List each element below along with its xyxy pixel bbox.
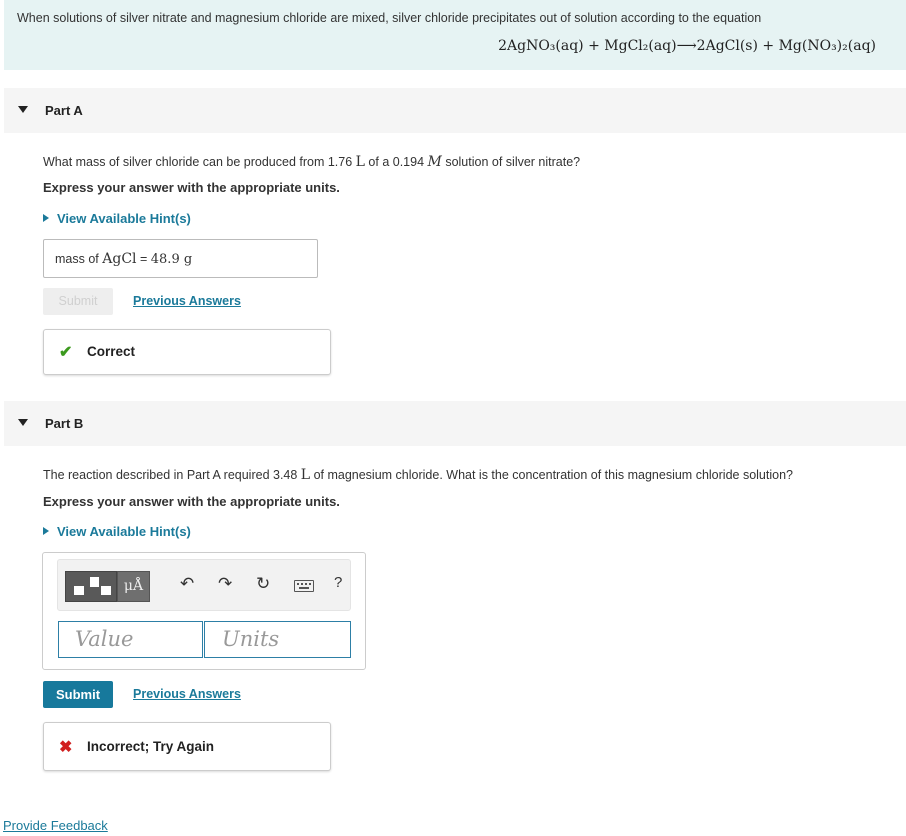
part-a-feedback (43, 329, 331, 375)
checkmark-icon: ✔ (59, 344, 73, 361)
part-a-hint-link[interactable]: View Available Hint(s) (43, 211, 191, 226)
part-a-answer-field[interactable] (43, 239, 318, 278)
problem-intro (4, 0, 906, 70)
reset-icon[interactable]: ↻ (256, 574, 271, 593)
units-input[interactable]: Units (204, 621, 351, 658)
editor-toolbar (57, 559, 351, 611)
undo-icon[interactable]: ↶ (180, 574, 195, 593)
part-b-instructions: Express your answer with the appropriate units. (43, 494, 340, 509)
provide-feedback-link[interactable]: Provide Feedback (3, 818, 108, 833)
part-b-header[interactable] (4, 401, 906, 446)
value-input[interactable]: Value (58, 621, 203, 658)
x-mark-icon: ✖ (59, 739, 73, 756)
part-b-feedback (43, 722, 331, 771)
part-b-title: Part B (45, 416, 84, 431)
intro-text: When solutions of silver nitrate and magnesium chloride are mixed, silver chloride precipitates out of solution according to the equation (17, 11, 762, 25)
answer-text: mass of AgCl = 48.9 g (55, 251, 193, 267)
templates-button[interactable] (65, 571, 117, 602)
template-icon-part (101, 586, 111, 595)
units-button[interactable]: μÅ (117, 571, 150, 602)
template-icon (74, 586, 84, 595)
caret-right-icon (43, 214, 49, 222)
reaction-equation: 2AgNO₃(aq) + MgCl₂(aq)⟶2AgCl(s) + Mg(NO₃)₂(aq) (498, 38, 876, 54)
template-icon-part (90, 577, 99, 587)
part-b-question: The reaction described in Part A required 3.48 L of magnesium chloride. What is the concentration of this magnesium chloride solution? (43, 467, 793, 483)
redo-icon[interactable]: ↷ (218, 574, 233, 593)
keyboard-icon[interactable] (294, 580, 314, 592)
part-a-title: Part A (45, 103, 83, 118)
help-icon[interactable]: ? (334, 574, 343, 591)
part-b-hint-link[interactable]: View Available Hint(s) (43, 524, 191, 539)
part-a-instructions: Express your answer with the appropriate units. (43, 180, 340, 195)
feedback-message: Incorrect; Try Again (87, 739, 215, 754)
feedback-message: Correct (87, 344, 136, 359)
part-a-question: What mass of silver chloride can be produced from 1.76 L of a 0.194 M solution of silver nitrate? (43, 154, 581, 170)
caret-right-icon (43, 527, 49, 535)
part-b-submit-button[interactable]: Submit (43, 681, 113, 708)
part-a-submit-button: Submit (43, 288, 113, 315)
collapse-triangle-icon[interactable] (18, 419, 28, 426)
collapse-triangle-icon[interactable] (18, 106, 28, 113)
part-b-previous-answers-link[interactable]: Previous Answers (133, 687, 241, 701)
answer-editor (42, 552, 366, 670)
part-a-header[interactable] (4, 88, 906, 133)
part-a-previous-answers-link[interactable]: Previous Answers (133, 294, 241, 308)
